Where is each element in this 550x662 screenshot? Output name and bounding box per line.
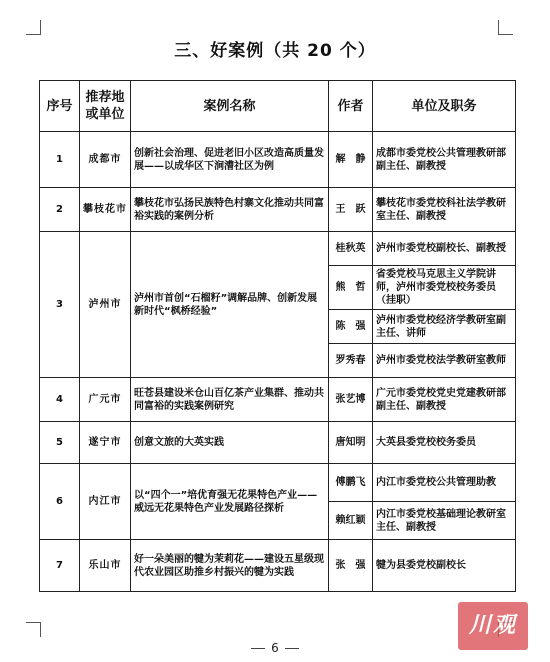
unit-cell: 内江市委党校基础理论教研室主任、副教授 xyxy=(373,502,516,540)
header-seq: 序号 xyxy=(40,81,80,132)
recommender-cell: 广元市 xyxy=(80,378,131,422)
case-name-cell: 以“四个一”培优育强无花果特色产业——威远无花果特色产业发展路径探析 xyxy=(131,464,329,540)
header-unit-position: 单位及职务 xyxy=(373,81,516,132)
table-row xyxy=(40,464,516,502)
unit-cell: 省委党校马克思主义学院讲师，泸州市委党校校务委员（挂职） xyxy=(373,266,516,310)
unit-cell: 泸州市委党校经济学教研室副主任、讲师 xyxy=(373,310,516,344)
footer-dash-left xyxy=(251,648,265,649)
case-name-cell: 创意文旅的大英实践 xyxy=(131,422,329,464)
header-case-name: 案例名称 xyxy=(131,81,329,132)
author-cell: 桂秋英 xyxy=(329,232,373,266)
recommender-cell: 攀枝花市 xyxy=(80,188,131,232)
author-cell: 王 跃 xyxy=(329,188,373,232)
recommender-cell: 成都市 xyxy=(80,132,131,188)
table-header-row xyxy=(40,81,516,132)
author-cell: 陈 强 xyxy=(329,310,373,344)
seq-cell: 3 xyxy=(40,232,80,378)
unit-cell: 攀枝花市委党校科社法学教研室主任、副教授 xyxy=(373,188,516,232)
table-row xyxy=(40,188,516,232)
unit-cell: 泸州市委党校法学教研室教师 xyxy=(373,344,516,378)
page-number: 6 xyxy=(271,641,279,655)
watermark-logo: 川观 xyxy=(458,602,528,650)
recommender-cell: 泸州市 xyxy=(80,232,131,378)
header-recommender: 推荐地或单位 xyxy=(80,81,131,132)
table-row xyxy=(40,540,516,592)
corner-mark-top-right xyxy=(498,20,513,35)
unit-cell: 成都市委党校公共管理教研部副主任、副教授 xyxy=(373,132,516,188)
case-name-cell: 好一朵美丽的犍为茉莉花——建设五星级现代农业园区助推乡村振兴的犍为实践 xyxy=(131,540,329,592)
seq-cell: 4 xyxy=(40,378,80,422)
author-cell: 张 强 xyxy=(329,540,373,592)
page-title: 三、好案例（共 20 个） xyxy=(174,41,376,61)
seq-cell: 5 xyxy=(40,422,80,464)
recommender-cell: 内江市 xyxy=(80,464,131,540)
table-row xyxy=(40,378,516,422)
author-cell: 赖红颖 xyxy=(329,502,373,540)
unit-cell: 广元市委党校党史党建教研部副主任、副教授 xyxy=(373,378,516,422)
seq-cell: 7 xyxy=(40,540,80,592)
recommender-cell: 乐山市 xyxy=(80,540,131,592)
author-cell: 唐知明 xyxy=(329,422,373,464)
unit-cell: 内江市委党校公共管理助教 xyxy=(373,464,516,502)
seq-cell: 6 xyxy=(40,464,80,540)
table-body xyxy=(40,132,516,592)
case-name-cell: 攀枝花市弘扬民族特色村寨文化推动共同富裕实践的案例分析 xyxy=(131,188,329,232)
table-row xyxy=(40,422,516,464)
seq-cell: 2 xyxy=(40,188,80,232)
author-cell: 罗秀春 xyxy=(329,344,373,378)
unit-cell: 犍为县委党校副校长 xyxy=(373,540,516,592)
cases-table xyxy=(39,80,516,592)
corner-mark-bottom-left xyxy=(26,622,41,637)
footer-dash-right xyxy=(285,648,299,649)
corner-mark-top-left xyxy=(26,20,41,35)
author-cell: 傅鹏飞 xyxy=(329,464,373,502)
recommender-cell: 遂宁市 xyxy=(80,422,131,464)
unit-cell: 泸州市委党校副校长、副教授 xyxy=(373,232,516,266)
case-name-cell: 创新社会治理、促进老旧小区改造高质量发展——以成华区下涧漕社区为例 xyxy=(131,132,329,188)
unit-cell: 大英县委党校校务委员 xyxy=(373,422,516,464)
author-cell: 张艺博 xyxy=(329,378,373,422)
table-row xyxy=(40,132,516,188)
seq-cell: 1 xyxy=(40,132,80,188)
table-row xyxy=(40,232,516,266)
header-author: 作者 xyxy=(329,81,373,132)
author-cell: 解 静 xyxy=(329,132,373,188)
author-cell: 熊 哲 xyxy=(329,266,373,310)
case-name-cell: 旺苍县建设米仓山百亿茶产业集群、推动共同富裕的实践案例研究 xyxy=(131,378,329,422)
case-name-cell: 泸州市首创“石榴籽”调解品牌、创新发展新时代“枫桥经验” xyxy=(131,232,329,378)
